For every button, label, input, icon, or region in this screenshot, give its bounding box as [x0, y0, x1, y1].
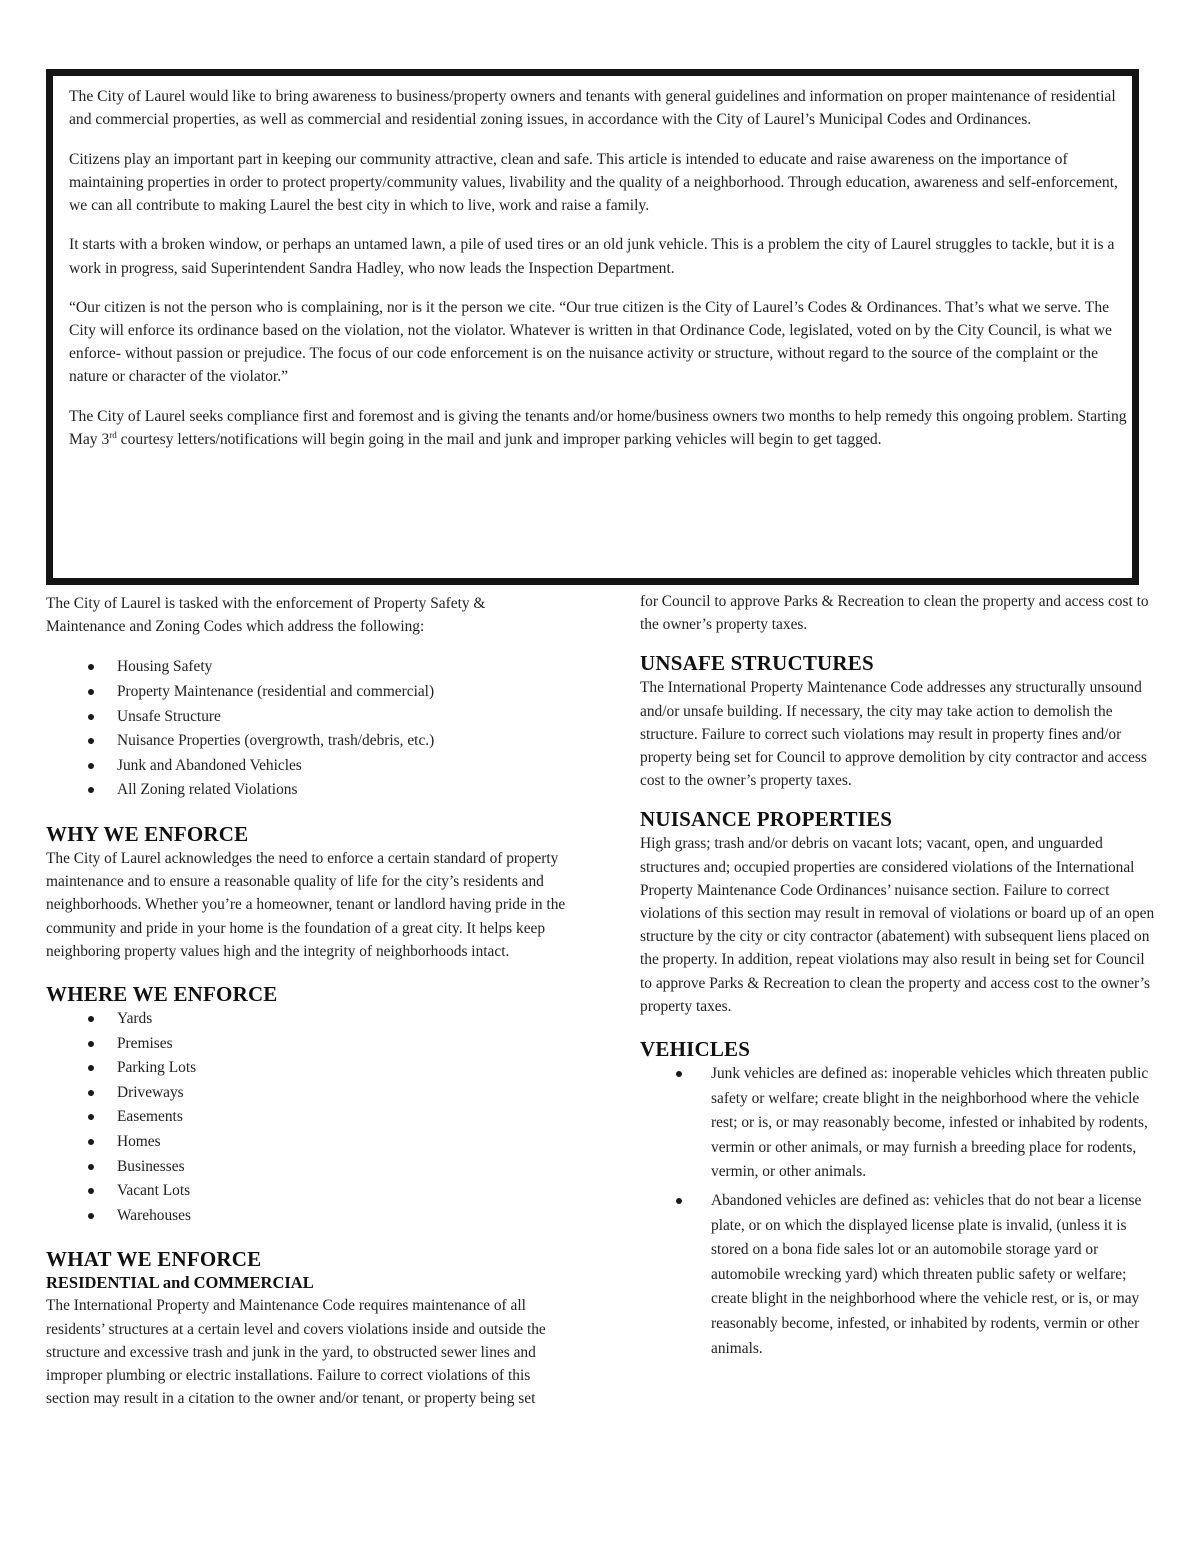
bullet-icon [88, 1213, 94, 1219]
bullet-icon [88, 664, 94, 670]
right-column [640, 590, 1160, 1361]
what-heading: WHAT WE ENFORCE [46, 1247, 262, 1272]
intro-paragraph: It starts with a broken window, or perhaps an untamed lawn, a pile of used tires or an old junk vehicle. This is a problem the city of Laurel struggles to tackle, but it is a work in progress, said Superintendent Sandra Hadley, who now leads the Inspection Department. [69, 236, 1115, 277]
list-item: Nuisance Properties (overgrowth, trash/debris, etc.) [85, 729, 566, 754]
list-item: Businesses [85, 1155, 566, 1180]
codes-list [85, 655, 566, 803]
list-item: Vacant Lots [85, 1179, 566, 1204]
nuisance-heading: NUISANCE PROPERTIES [640, 807, 893, 832]
vehicles-heading: VEHICLES [640, 1037, 751, 1062]
what-subheading: RESIDENTIAL and COMMERCIAL [46, 1273, 314, 1293]
list-item: All Zoning related Violations [85, 778, 566, 803]
list-item: Junk vehicles are defined as: inoperable vehicles which threaten public safety or welfare; create blight in the neighborhood where the vehicle rest; or is, or may reasonably become, infested or inhabited by rodents, vermin or other animals, or may furnish a breeding place for rodents, vermin, or other animals. [640, 1062, 1160, 1185]
list-item: Property Maintenance (residential and commercial) [85, 680, 566, 705]
list-item: Abandoned vehicles are defined as: vehicles that do not bear a license plate, or on which the displayed license plate is invalid, (unless it is stored on a bona fide sales lot or an automobile storage yard or automobile wrecking yard) which threaten public safety or welfare; create blight in the neighborhood where the vehicle rest, or is, or may reasonably become, infested, or inhabited by rodents, vermin or other animals. [640, 1189, 1160, 1361]
list-item: Housing Safety [85, 655, 566, 680]
bullet-icon [88, 1065, 94, 1071]
bullet-icon [88, 1164, 94, 1170]
list-item: Premises [85, 1032, 566, 1057]
bullet-icon [88, 1139, 94, 1145]
list-item: Parking Lots [85, 1056, 566, 1081]
list-item: Yards [85, 1007, 566, 1032]
unsafe-heading: UNSAFE STRUCTURES [640, 651, 874, 676]
quote-paragraph: “Our citizen is not the person who is complaining, nor is it the person we cite. “Our true citizen is the City of Laurel’s Codes & Ordinances. That’s what we serve. The City will enforce its ordinance based on the violation, not the violator. Whatever is written in that Ordinance Code, legislated, voted on by the City Council, is what we enforce- without passion or prejudice. The focus of our code enforcement is on the nuisance activity or structure, without regard to the source of the complaint or the nature or character of the violator.” [69, 299, 1112, 386]
list-item: Junk and Abandoned Vehicles [85, 754, 566, 779]
bullet-icon [88, 1090, 94, 1096]
list-item: Easements [85, 1105, 566, 1130]
why-text: The City of Laurel acknowledges the need to enforce a certain standard of property maintenance and to ensure a reasonable quality of life for the city’s residents and neighborhoods. Whether you’re a homeowner, tenant or landlord having pride in the community and pride in your home is the foundation of a great city. It helps keep neighboring property values high and the integrity of neighborhoods intact. [46, 849, 566, 960]
list-item: Unsafe Structure [85, 705, 566, 730]
where-heading: WHERE WE ENFORCE [46, 981, 278, 1006]
bullet-icon [88, 1016, 94, 1022]
compliance-paragraph [69, 405, 1127, 451]
bullet-icon [88, 763, 94, 769]
date-suffix: rd [109, 430, 117, 441]
intro-paragraph: Citizens play an important part in keeping our community attractive, clean and safe. This article is intended to educate and raise awareness on the importance of maintaining properties in order to protect property/community values, livability and the quality of a neighborhood. Through education, awareness and self-enforcement, we can all contribute to making Laurel the best city in which to live, work and raise a family. [69, 150, 1118, 214]
left-column [46, 592, 566, 1410]
bullet-icon [676, 1198, 682, 1204]
compliance-text-end: courtesy letters/notifications will begin going in the mail and junk and improper parking vehicles will begin to get tagged. [116, 431, 882, 449]
bullet-icon [88, 738, 94, 744]
list-item: Homes [85, 1130, 566, 1155]
codes-lead-text: The City of Laurel is tasked with the enforcement of Property Safety & Maintenance and Zoning Codes which address the following: [46, 595, 486, 636]
list-item: Driveways [85, 1081, 566, 1106]
intro-paragraph: The City of Laurel would like to bring awareness to business/property owners and tenants with general guidelines and information on proper maintenance of residential and commercial properties, as well as commercial and residential zoning issues, in accordance with the City of Laurel’s Municipal Codes and Ordinances. [69, 88, 1116, 129]
list-item: Warehouses [85, 1204, 566, 1229]
nuisance-text: High grass; trash and/or debris on vacant lots; vacant, open, and unguarded structures and; occupied properties are considered violations of the International Property Maintenance Code Ordinances’ nuisance section. Failure to correct violations of this section may result in removal of violations or board up of an open structure by the city or city contractor (abatement) with subsequent liens placed on the property. In addition, repeat violations may also result in being set for Council to approve Parks & Recreation to clean the property and access cost to the owner’s property taxes. [640, 835, 1155, 1015]
bullet-icon [88, 1041, 94, 1047]
where-list [85, 1007, 566, 1228]
continued-text: for Council to approve Parks & Recreation to clean the property and access cost to the owner’s property taxes. [640, 593, 1149, 634]
bullet-icon [88, 1188, 94, 1194]
vehicles-list [640, 1062, 1160, 1361]
compliance-text-start: The City of Laurel seeks compliance first and foremost and is giving the tenants and/or home/business owners two months to help remedy this ongoing problem. Starting May 3 [69, 408, 1127, 449]
bullet-icon [88, 689, 94, 695]
unsafe-text: The International Property Maintenance Code addresses any structurally unsound and/or unsafe building. If necessary, the city may take action to demolish the structure. Failure to correct such violations may result in property fines and/or property being set for Council to approve demolition by city contractor and access cost to the owner’s property taxes. [640, 679, 1147, 790]
bullet-icon [676, 1071, 682, 1077]
why-heading: WHY WE ENFORCE [46, 821, 249, 846]
intro-box [46, 69, 1139, 585]
bullet-icon [88, 1114, 94, 1120]
what-text: The International Property and Maintenance Code requires maintenance of all residents’ structures at a certain level and covers violations inside and outside the structure and excessive trash and junk in the yard, to obstructed sewer lines and improper plumbing or electric installations. Failure to correct violations of this section may result in a citation to the owner and/or tenant, or property being set [46, 1297, 546, 1408]
bullet-icon [88, 787, 94, 793]
bullet-icon [88, 714, 94, 720]
